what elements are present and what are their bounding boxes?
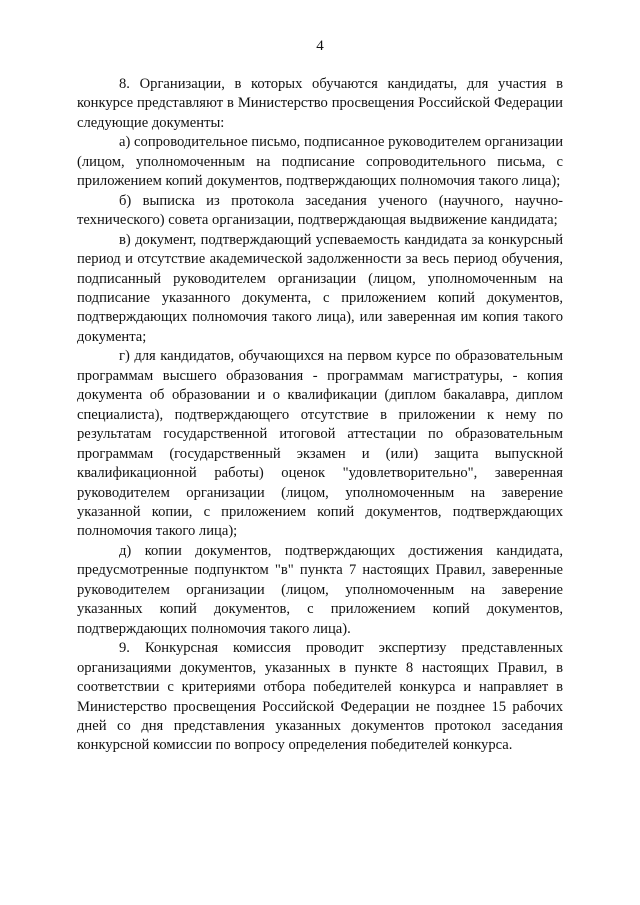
document-body [77,75,563,756]
page-number: 4 [316,38,324,54]
paragraph-8: 8. Организации, в которых обучаются кандидаты, для участия в конкурсе представляют в Министерство просвещения Российской Федерации следующие документы: [77,76,563,131]
paragraph-8-v: в) документ, подтверждающий успеваемость кандидата за конкурсный период и отсутствие академической задолженности за весь период обучения, подписанный руководителем организации (лицом, уполномоченным на подписание указанного документа, с приложением копий документов, подтверждающих полномочия такого лица), или заверенная им копия такого документа; [77,231,563,345]
paragraph-8-g: г) для кандидатов, обучающихся на первом курсе по образовательным программам высшего образования - программам магистратуры, - копия документа об образовании и о квалификации (диплом бакалавра, диплом специалиста), подтверждающего отсутствие в приложении к нему по результатам государственной итоговой аттестации по образовательным программам (государственный экзамен и (или) защита выпускной квалификационной работы) оценок "удовлетворительно", заверенная руководителем организации (лицом, уполномоченным на заверение указанной копии, с приложением копий документов, подтверждающих полномочия такого лица); [77,348,563,540]
paragraph-9: 9. Конкурсная комиссия проводит экспертизу представленных организациями документов, указанных в пункте 8 настоящих Правил, в соответствии с критериями отбора победителей конкурса и направляет в Министерство просвещения Российской Федерации не позднее 15 рабочих дней со дня представления указанных документов протокол заседания конкурсной комиссии по вопросу определения победителей конкурса. [77,640,563,754]
paragraph-8-a: а) сопроводительное письмо, подписанное руководителем организации (лицом, уполномоченным на подписание сопроводительного письма, с приложением копий документов, подтверждающих полномочия такого лица); [77,134,563,190]
paragraph-8-b: б) выписка из протокола заседания ученого (научного, научно-технического) совета организации, подтверждающая выдвижение кандидата; [77,192,563,229]
paragraph-8-d: д) копии документов, подтверждающих достижения кандидата, предусмотренные подпунктом "в" пункта 7 настоящих Правил, заверенные руководителем организации (лицом, уполномоченным на заверение указанных копий документов, с приложением копий документов, подтверждающих полномочия такого лица). [77,542,563,637]
